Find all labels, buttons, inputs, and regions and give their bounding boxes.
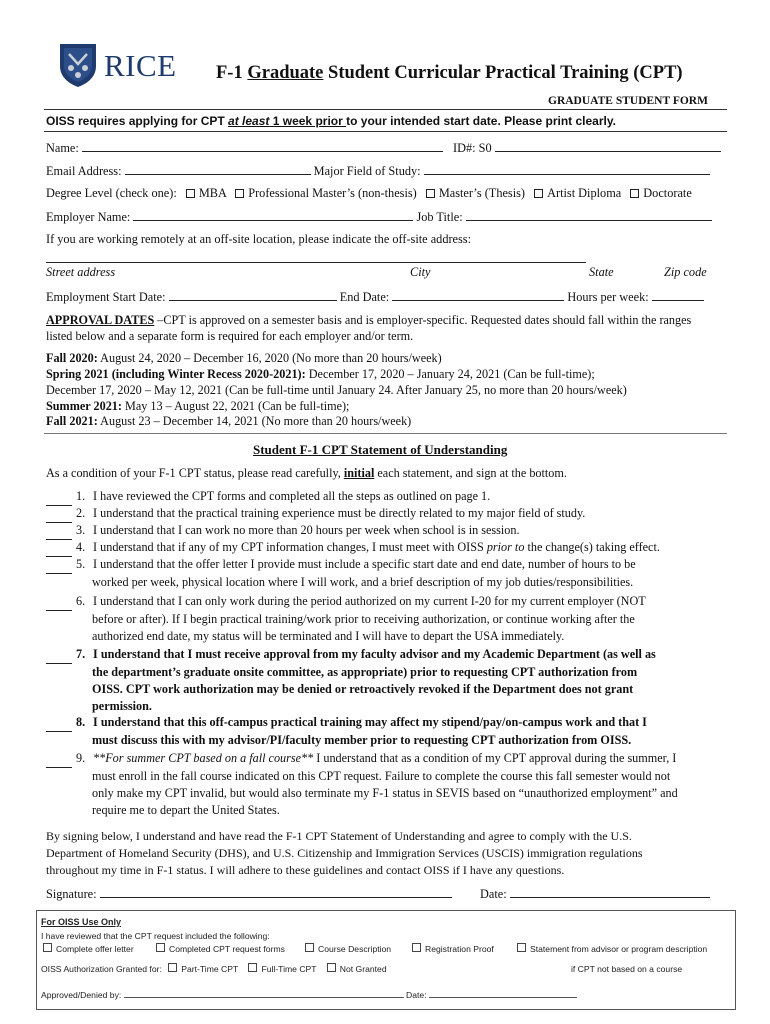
zip-label: Zip code [664, 265, 707, 279]
name-label: Name: [46, 141, 79, 155]
end-date-field[interactable] [392, 289, 564, 301]
initial-field-3[interactable] [46, 522, 72, 540]
remote-label: If you are working remotely at an off-site location, please indicate the off-site address: [46, 232, 472, 246]
cpt-forms-checkbox[interactable] [156, 943, 165, 952]
initial-field-1[interactable] [46, 488, 72, 506]
course-description-checkbox[interactable] [305, 943, 314, 952]
statement-item-6: 6. I understand that I can only work during the period authorized on my current I-20 for my current employer (NOT before or after). If I begin practical training/work prior to receiving authorization, or continue working after the authorized end date, my status will be terminated and I will have to depart the USA immediately. [46, 593, 731, 645]
offer-letter-checkbox[interactable] [43, 943, 52, 952]
statement-heading: Student F-1 CPT Statement of Understanding [253, 442, 508, 457]
oiss-reviewed: I have reviewed that the CPT request included the following: [41, 931, 270, 941]
signature-label: Signature: [46, 887, 97, 901]
oiss-title: For OISS Use Only [41, 917, 122, 927]
granted-label: OISS Authorization Granted for: [41, 964, 162, 974]
statement-item-4: 4. I understand that if any of my CPT information changes, I must meet with OISS prior to the change(s) taking effect. [46, 539, 731, 557]
statement-item-3: 3. I understand that I can work no more than 20 hours per week when school is in session. [46, 522, 731, 540]
statement-item-7: 7. I understand that I must receive approval from my faculty advisor and my Academic Department (as well as the department’s graduate onsite committee, as appropriate) prior to requesting CPT authorization from OISS. CPT work authorization may be denied or retroactively revoked if the Department does not grant permission. [46, 646, 731, 715]
advisor-statement-checkbox[interactable] [517, 943, 526, 952]
check-note: if CPT not based on a course [571, 964, 683, 974]
initial-field-9[interactable] [46, 750, 72, 768]
degree-professional-checkbox[interactable] [235, 189, 244, 198]
spring-2021: Spring 2021 (including Winter Recess 2020-2021): December 17, 2020 – January 24, 2021 (Can be full-time); [46, 367, 595, 381]
state-label: State [589, 265, 614, 279]
degree-mba-checkbox[interactable] [186, 189, 195, 198]
rice-logo [58, 42, 193, 90]
registration-proof-checkbox[interactable] [412, 943, 421, 952]
page-title: F-1 Graduate Student Curricular Practical Training (CPT) [216, 63, 683, 83]
fall-2021: Fall 2021: August 23 – December 14, 2021 (No more than 20 hours/week) [46, 414, 412, 428]
email-label: Email Address: [46, 164, 122, 178]
initial-field-5[interactable] [46, 556, 72, 574]
date-label: Date: [480, 887, 507, 901]
statement-item-5: 5. I understand that the offer letter I provide must include a specific start date and end date, number of hours to be worked per week, physical location where I will work, and a brief description of my job duties/responsibilities. [46, 556, 731, 591]
id-field[interactable] [495, 140, 721, 152]
employer-field[interactable] [133, 209, 413, 221]
email-field[interactable] [125, 163, 311, 175]
approved-field[interactable] [124, 989, 404, 998]
oiss-use-box: For OISS Use Only I have reviewed that the CPT request included the following: Complete offer letter Completed CPT request forms Course Description Registration Proof Statement from advisor or program description OISS Authorization Granted for: Part-Time CPT Full-Time CPT Not Granted if CPT not based on a course Approved/Denied by: Date: [36, 910, 736, 1010]
rice-shield-icon [58, 42, 98, 88]
major-label: Major Field of Study: [313, 164, 421, 178]
initial-field-6[interactable] [46, 593, 72, 611]
approved-label: Approved/Denied by: [41, 990, 122, 1000]
statement-item-9: 9. **For summer CPT based on a fall course** I understand that as a condition of my CPT approval during the summer, I must enroll in the fall course indicated on this CPT request. Failure to complete the course this fall semester would not only make my CPT invalid, but would also terminate my F-1 status in SEVIS based on “unauthorized employment” and require me to depart the United States. [46, 750, 731, 819]
form-subtitle: GRADUATE STUDENT FORM [548, 95, 708, 107]
degree-masters-thesis-checkbox[interactable] [426, 189, 435, 198]
end-date-label: End Date: [339, 290, 390, 304]
city-label: City [410, 265, 431, 279]
summer-2021: Summer 2021: May 13 – August 22, 2021 (Can be full-time); [46, 399, 350, 413]
logo-text: RICE [104, 48, 177, 83]
street-label: Street address [46, 265, 116, 279]
part-time-checkbox[interactable] [168, 963, 177, 972]
full-time-checkbox[interactable] [248, 963, 257, 972]
hours-label: Hours per week: [567, 290, 649, 304]
initial-field-8[interactable] [46, 714, 72, 732]
oiss-date-label: Date: [406, 990, 427, 1000]
id-label: ID#: S0 [453, 141, 492, 155]
start-date-field[interactable] [169, 289, 337, 301]
hours-field[interactable] [652, 289, 704, 301]
address-field[interactable] [46, 262, 586, 263]
start-date-label: Employment Start Date: [46, 290, 166, 304]
job-title-label: Job Title: [416, 210, 463, 224]
date-field[interactable] [510, 886, 710, 898]
print-notice: OISS requires applying for CPT at least 1 week prior to your intended start date. Please print clearly. [46, 114, 616, 128]
job-title-field[interactable] [466, 209, 712, 221]
fall-2020: Fall 2020: August 24, 2020 – December 16, 2020 (No more than 20 hours/week) [46, 351, 442, 365]
initial-field-7[interactable] [46, 646, 72, 664]
initial-field-2[interactable] [46, 505, 72, 523]
signature-field[interactable] [100, 886, 452, 898]
major-field[interactable] [424, 163, 710, 175]
approval-text: APPROVAL DATES –CPT is approved on a semester basis and is employer-specific. Requested dates should fall within the ranges [46, 313, 692, 327]
closing-paragraph: By signing below, I understand and have read the F-1 CPT Statement of Understanding and agree to comply with the U.S. Department of Homeland Security (DHS), and U.S. Citizenship and Immigration Services (USCIS) immigration regulations throughout my time in F-1 status. I will adhere to these guidelines and contact OISS if I have any questions. [46, 829, 643, 877]
employer-label: Employer Name: [46, 210, 131, 224]
statement-item-1: 1. I have reviewed the CPT forms and completed all the steps as outlined on page 1. [46, 488, 731, 506]
statement-item-8: 8. I understand that this off-campus practical training may affect my stipend/pay/on-campus work and that I must discuss this with my advisor/PI/faculty member prior to requesting CPT authorization from OISS. [46, 714, 731, 749]
oiss-date-field[interactable] [429, 989, 577, 998]
degree-doctorate-checkbox[interactable] [630, 189, 639, 198]
initial-field-4[interactable] [46, 539, 72, 557]
not-granted-checkbox[interactable] [327, 963, 336, 972]
statement-intro: As a condition of your F-1 CPT status, please read carefully, initial each statement, and sign at the bottom. [46, 466, 567, 480]
degree-label: Degree Level (check one): [46, 186, 177, 200]
degree-artist-checkbox[interactable] [534, 189, 543, 198]
statement-item-2: 2. I understand that the practical training experience must be directly related to my major field of study. [46, 505, 731, 523]
name-field[interactable] [82, 140, 443, 152]
